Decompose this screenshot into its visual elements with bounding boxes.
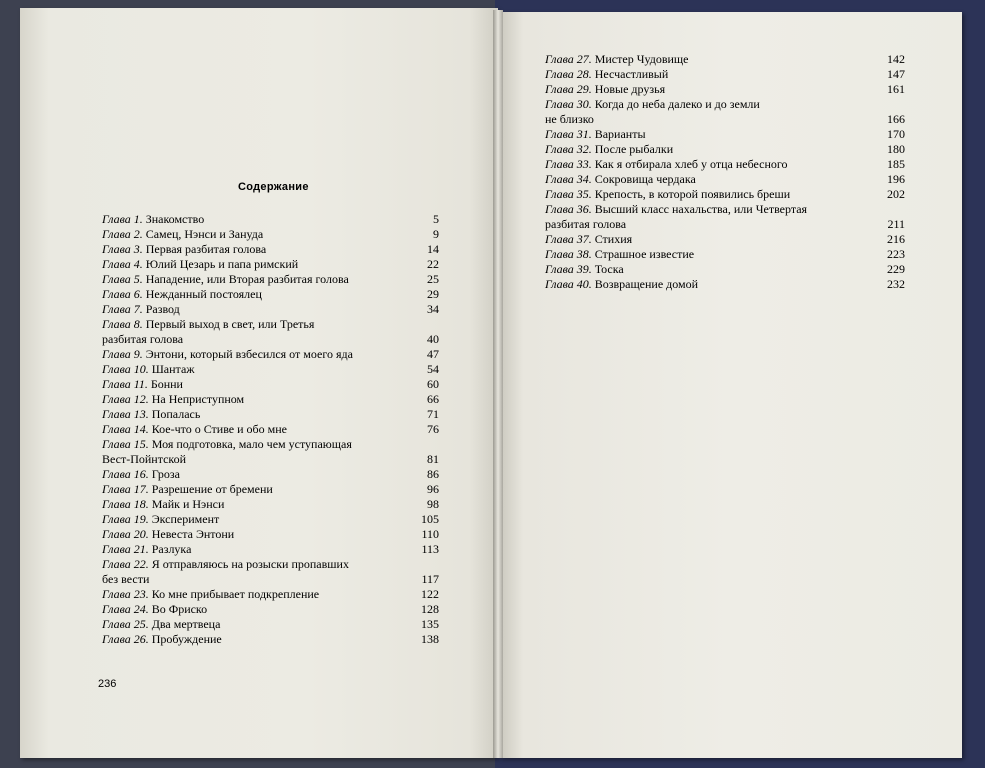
toc-entry-chapter-label: Глава: [545, 277, 574, 291]
toc-entry-chapter-number: 23.: [130, 587, 149, 601]
toc-entry-title: Нежданный постоялец: [145, 287, 262, 301]
toc-entry: [545, 67, 905, 82]
toc-entry-chapter-label: Глава: [545, 187, 574, 201]
toc-entry-chapter-number: 21.: [130, 542, 149, 556]
toc-entry-page-number: 211: [887, 217, 905, 231]
toc-entry-title: Развод: [145, 302, 180, 316]
toc-entry-page-number: 180: [887, 142, 905, 156]
toc-entry-chapter-number: 14.: [130, 422, 149, 436]
toc-entry: [102, 212, 439, 227]
toc-entry-title: Разлука: [151, 542, 192, 556]
toc-entry-page-number: 71: [427, 407, 439, 421]
toc-entry-page-number: 22: [427, 257, 439, 271]
toc-entry-chapter-label: Глава: [102, 347, 131, 361]
toc-entry-page-number: 223: [887, 247, 905, 261]
toc-title: Содержание: [238, 181, 309, 193]
toc-entry-chapter-number: 34.: [573, 172, 592, 186]
toc-entry: [102, 302, 439, 317]
toc-entry: [545, 127, 905, 142]
toc-entry-title: Когда до неба далеко и до земли: [594, 97, 760, 111]
toc-entry: [102, 467, 439, 482]
toc-entry: [102, 272, 439, 287]
toc-entry-chapter-number: 35.: [573, 187, 592, 201]
toc-entry-title: Как я отбирала хлеб у отца небесного: [594, 157, 788, 171]
toc-entry-title: Кое-что о Стиве и обо мне: [151, 422, 288, 436]
toc-entry: [545, 172, 905, 187]
toc-entry-chapter-label: Глава: [545, 202, 574, 216]
toc-entry-chapter-number: 33.: [573, 157, 592, 171]
toc-entry-title: Новые друзья: [594, 82, 666, 96]
toc-entry-chapter-number: 12.: [130, 392, 149, 406]
toc-entry-title-continued: Вест-Пойнтской: [102, 452, 187, 466]
toc-entry-title: Два мертвеца: [151, 617, 221, 631]
toc-entry-chapter-number: 1.: [130, 212, 143, 226]
toc-entry-chapter-label: Глава: [545, 157, 574, 171]
toc-entry-title: Возвращение домой: [594, 277, 699, 291]
toc-entry-page-number: 34: [427, 302, 439, 316]
toc-entry: [102, 632, 439, 647]
toc-entry-page-number: 96: [427, 482, 439, 496]
toc-entry-chapter-number: 5.: [130, 272, 143, 286]
toc-entry-chapter-label: Глава: [545, 232, 574, 246]
toc-entry: [545, 247, 905, 262]
toc-entry: [102, 617, 439, 632]
toc-entry-chapter-number: 4.: [130, 257, 143, 271]
toc-entry-chapter-number: 27.: [573, 52, 592, 66]
toc-entry: [102, 512, 439, 527]
toc-entry-chapter-label: Глава: [102, 602, 131, 616]
toc-entry-chapter-label: Глава: [102, 377, 131, 391]
toc-entry-page-number: 25: [427, 272, 439, 286]
toc-entry-chapter-label: Глава: [102, 587, 131, 601]
toc-entry-chapter-label: Глава: [102, 227, 131, 241]
toc-entry-chapter-number: 6.: [130, 287, 143, 301]
toc-entry-chapter-label: Глава: [102, 482, 131, 496]
toc-entry: [102, 497, 439, 512]
toc-entry-page-number: 5: [433, 212, 439, 226]
toc-entry-title: Нападение, или Вторая разбитая голова: [145, 272, 349, 286]
toc-entry-chapter-number: 29.: [573, 82, 592, 96]
toc-entry-chapter-label: Глава: [102, 437, 131, 451]
toc-entry-page-number: 9: [433, 227, 439, 241]
toc-entry-chapter-number: 40.: [573, 277, 592, 291]
toc-entry-chapter-number: 19.: [130, 512, 149, 526]
toc-entry: [545, 52, 905, 67]
toc-entry-page-number: 232: [887, 277, 905, 291]
toc-list-right: [545, 52, 905, 292]
toc-list-left: [102, 212, 439, 647]
toc-entry-page-number: 122: [421, 587, 439, 601]
toc-entry-chapter-label: Глава: [545, 82, 574, 96]
toc-entry-chapter-label: Глава: [102, 392, 131, 406]
toc-entry: [102, 527, 439, 542]
toc-entry-chapter-label: Глава: [102, 632, 131, 646]
toc-entry: [102, 482, 439, 497]
toc-entry: [102, 407, 439, 422]
toc-entry-chapter-number: 31.: [573, 127, 592, 141]
toc-entry-chapter-number: 18.: [130, 497, 149, 511]
toc-entry-chapter-label: Глава: [102, 557, 131, 571]
toc-entry-title-continued: разбитая голова: [545, 217, 627, 231]
toc-entry-page-number: 47: [427, 347, 439, 361]
toc-entry-page-number: 81: [427, 452, 439, 466]
toc-entry-chapter-label: Глава: [102, 527, 131, 541]
toc-entry-chapter-number: 8.: [130, 317, 143, 331]
toc-entry-chapter-label: Глава: [102, 542, 131, 556]
toc-entry-page-number: 60: [427, 377, 439, 391]
toc-entry-chapter-number: 2.: [130, 227, 143, 241]
toc-entry-title: Невеста Энтони: [151, 527, 235, 541]
toc-entry-title: Шантаж: [151, 362, 195, 376]
toc-entry-chapter-label: Глава: [102, 242, 131, 256]
toc-entry-chapter-label: Глава: [102, 302, 131, 316]
toc-entry-chapter-number: 11.: [130, 377, 148, 391]
toc-entry-page-number: 196: [887, 172, 905, 186]
toc-entry-page-number: 142: [887, 52, 905, 66]
toc-entry-chapter-label: Глава: [102, 467, 131, 481]
toc-entry-chapter-number: 28.: [573, 67, 592, 81]
book-gutter: [493, 10, 503, 758]
toc-entry-page-number: 161: [887, 82, 905, 96]
toc-entry-page-number: 14: [427, 242, 439, 256]
toc-entry-page-number: 229: [887, 262, 905, 276]
toc-entry-title: Во Фриско: [151, 602, 208, 616]
toc-entry-title: Стихия: [594, 232, 633, 246]
toc-entry-title: Гроза: [151, 467, 180, 481]
toc-entry: [545, 97, 905, 127]
toc-entry-chapter-label: Глава: [102, 407, 131, 421]
toc-entry-chapter-label: Глава: [102, 257, 131, 271]
toc-entry-title: На Неприступном: [151, 392, 245, 406]
toc-entry-chapter-label: Глава: [545, 52, 574, 66]
toc-entry-title: Пробуждение: [151, 632, 222, 646]
toc-entry-chapter-number: 36.: [573, 202, 592, 216]
toc-entry-chapter-number: 17.: [130, 482, 149, 496]
toc-entry-chapter-number: 9.: [130, 347, 143, 361]
toc-entry: [102, 437, 439, 467]
toc-entry-chapter-number: 20.: [130, 527, 149, 541]
toc-entry-chapter-label: Глава: [545, 142, 574, 156]
toc-entry-page-number: 216: [887, 232, 905, 246]
toc-entry-page-number: 170: [887, 127, 905, 141]
toc-entry-title: Несчастливый: [594, 67, 669, 81]
toc-entry: [102, 362, 439, 377]
toc-entry-page-number: 76: [427, 422, 439, 436]
toc-entry-page-number: 54: [427, 362, 439, 376]
toc-entry: [545, 82, 905, 97]
toc-entry: [102, 542, 439, 557]
toc-entry-chapter-number: 25.: [130, 617, 149, 631]
toc-entry-page-number: 128: [421, 602, 439, 616]
toc-entry-title: Моя подготовка, мало чем уступающая: [151, 437, 352, 451]
toc-entry-page-number: 117: [421, 572, 439, 586]
toc-entry-chapter-label: Глава: [102, 272, 131, 286]
toc-entry: [102, 347, 439, 362]
toc-entry: [545, 232, 905, 247]
toc-entry-title: Бонни: [150, 377, 183, 391]
toc-entry: [102, 227, 439, 242]
toc-entry-page-number: 147: [887, 67, 905, 81]
toc-entry-page-number: 202: [887, 187, 905, 201]
toc-entry-title: Знакомство: [145, 212, 205, 226]
toc-entry-title-continued: без вести: [102, 572, 150, 586]
toc-entry-title: Разрешение от бремени: [151, 482, 273, 496]
toc-entry-chapter-number: 32.: [573, 142, 592, 156]
toc-entry: [102, 557, 439, 587]
toc-entry-chapter-number: 38.: [573, 247, 592, 261]
toc-entry: [102, 422, 439, 437]
toc-entry-title: Первая разбитая голова: [145, 242, 267, 256]
toc-entry-page-number: 110: [421, 527, 439, 541]
toc-entry-page-number: 138: [421, 632, 439, 646]
toc-entry-chapter-number: 7.: [130, 302, 143, 316]
toc-entry: [545, 142, 905, 157]
toc-entry-title: Ко мне прибывает подкрепление: [151, 587, 320, 601]
toc-entry-title: Сокровища чердака: [594, 172, 696, 186]
toc-entry-title: Самец, Нэнси и Зануда: [145, 227, 264, 241]
toc-entry-chapter-label: Глава: [545, 262, 574, 276]
toc-entry-chapter-label: Глава: [102, 617, 131, 631]
toc-entry-title: После рыбалки: [594, 142, 674, 156]
toc-entry-chapter-label: Глава: [102, 422, 131, 436]
toc-entry: [102, 257, 439, 272]
toc-entry-title: Высший класс нахальства, или Четвертая: [594, 202, 808, 216]
toc-entry-chapter-label: Глава: [102, 317, 131, 331]
toc-entry-chapter-label: Глава: [545, 172, 574, 186]
toc-entry: [102, 602, 439, 617]
toc-entry-title: Первый выход в свет, или Третья: [145, 317, 315, 331]
toc-entry-title: Страшное известие: [594, 247, 695, 261]
toc-entry-page-number: 66: [427, 392, 439, 406]
toc-entry-chapter-number: 39.: [573, 262, 592, 276]
toc-entry-chapter-label: Глава: [545, 247, 574, 261]
toc-entry-chapter-number: 13.: [130, 407, 149, 421]
page-number: 236: [98, 678, 117, 690]
toc-entry-chapter-number: 16.: [130, 467, 149, 481]
toc-entry-title: Крепость, в которой появились бреши: [594, 187, 791, 201]
toc-entry-title: Майк и Нэнси: [151, 497, 225, 511]
toc-entry: [102, 587, 439, 602]
toc-entry: [102, 242, 439, 257]
toc-entry: [545, 277, 905, 292]
toc-entry-chapter-label: Глава: [102, 512, 131, 526]
toc-entry: [545, 157, 905, 172]
toc-entry-chapter-number: 3.: [130, 242, 143, 256]
toc-entry-title: Мистер Чудовище: [594, 52, 689, 66]
toc-entry-chapter-number: 26.: [130, 632, 149, 646]
toc-entry-page-number: 185: [887, 157, 905, 171]
toc-entry-chapter-number: 22.: [130, 557, 149, 571]
toc-entry-chapter-number: 15.: [130, 437, 149, 451]
toc-entry: [102, 287, 439, 302]
toc-entry-chapter-number: 37.: [573, 232, 592, 246]
toc-entry-chapter-label: Глава: [545, 127, 574, 141]
toc-entry-title: Я отправляюсь на розыски пропавших: [151, 557, 349, 571]
toc-entry: [102, 317, 439, 347]
toc-entry-title: Юлий Цезарь и папа римский: [145, 257, 299, 271]
toc-entry-title: Варианты: [594, 127, 646, 141]
toc-entry-chapter-label: Глава: [102, 497, 131, 511]
toc-entry-chapter-number: 30.: [573, 97, 592, 111]
toc-entry-title: Эксперимент: [151, 512, 220, 526]
toc-entry-page-number: 29: [427, 287, 439, 301]
toc-entry: [102, 392, 439, 407]
toc-entry-title-continued: не близко: [545, 112, 594, 126]
toc-entry-page-number: 166: [887, 112, 905, 126]
toc-entry-page-number: 40: [427, 332, 439, 346]
toc-entry-title: Попалась: [151, 407, 201, 421]
toc-entry-chapter-label: Глава: [102, 287, 131, 301]
toc-entry: [545, 187, 905, 202]
toc-entry-page-number: 86: [427, 467, 439, 481]
toc-entry-chapter-label: Глава: [545, 67, 574, 81]
toc-entry-page-number: 135: [421, 617, 439, 631]
toc-entry-page-number: 105: [421, 512, 439, 526]
toc-entry: [102, 377, 439, 392]
toc-entry-chapter-number: 10.: [130, 362, 149, 376]
toc-entry-page-number: 98: [427, 497, 439, 511]
toc-entry-title: Тоска: [594, 262, 624, 276]
toc-entry-chapter-number: 24.: [130, 602, 149, 616]
toc-entry-page-number: 113: [421, 542, 439, 556]
toc-entry-title: Энтони, который взбесился от моего яда: [145, 347, 353, 361]
toc-entry-chapter-label: Глава: [545, 97, 574, 111]
toc-entry-title-continued: разбитая голова: [102, 332, 184, 346]
toc-entry-chapter-label: Глава: [102, 362, 131, 376]
toc-entry-chapter-label: Глава: [102, 212, 131, 226]
toc-entry: [545, 202, 905, 232]
toc-entry: [545, 262, 905, 277]
